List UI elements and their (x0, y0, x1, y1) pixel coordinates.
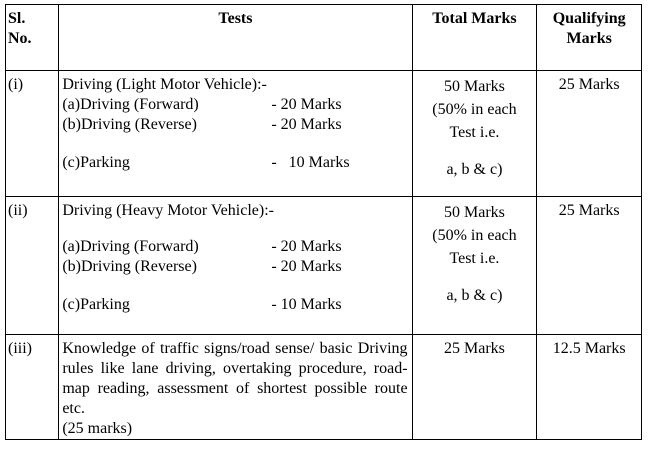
test-item-label: (a)Driving (Forward) (62, 238, 199, 255)
header-qualifying-marks: Qualifying Marks (537, 5, 642, 71)
test-item-label: (b)Driving (Reverse) (62, 258, 197, 275)
test-item (62, 95, 407, 115)
row-sl-no: (ii) (6, 197, 59, 335)
row-total-marks: 50 Marks (50% in each Test i.e. a, b & c) (412, 197, 537, 335)
row-tests (59, 71, 412, 197)
table-row (6, 71, 642, 197)
header-total-marks: Total Marks (412, 5, 537, 71)
test-item-marks: - 20 Marks (271, 116, 342, 133)
row-note: (25 marks) (62, 420, 133, 437)
test-item-label: (b)Driving (Reverse) (62, 116, 197, 133)
row-qualifying-marks: 25 Marks (537, 71, 642, 197)
row-tests (59, 335, 412, 440)
test-item (62, 295, 407, 315)
marks-table (5, 4, 642, 440)
table-row (6, 197, 642, 335)
test-item (62, 237, 407, 257)
test-item (62, 115, 407, 135)
row-title: Driving (Light Motor Vehicle):- (62, 76, 267, 93)
row-qualifying-marks: 25 Marks (537, 197, 642, 335)
test-item-marks: - 20 Marks (271, 96, 342, 113)
row-title: Driving (Heavy Motor Vehicle):- (62, 202, 274, 219)
header-sl-no: Sl. No. (6, 5, 59, 71)
row-description: Knowledge of traffic signs/road sense/ basic Driving rules like lane driving, overtaking procedure, road-map reading, assessment of shortest possible route etc. (62, 340, 408, 417)
row-total-marks: 50 Marks (50% in each Test i.e. a, b & c) (412, 71, 537, 197)
test-item-label: (c)Parking (62, 296, 130, 313)
table-row (6, 335, 642, 440)
row-tests (59, 197, 412, 335)
row-total-marks: 25 Marks (412, 335, 537, 440)
test-item-label: (a)Driving (Forward) (62, 96, 199, 113)
header-tests: Tests (59, 5, 412, 71)
header-row (6, 5, 642, 71)
test-item-label: (c)Parking (62, 154, 130, 171)
test-item (62, 153, 407, 173)
row-sl-no: (i) (6, 71, 59, 197)
test-item-marks: - 20 Marks (271, 238, 342, 255)
test-item-marks: - 20 Marks (271, 258, 342, 275)
test-item-marks: - 10 Marks (271, 296, 342, 313)
row-sl-no: (iii) (6, 335, 59, 440)
row-qualifying-marks: 12.5 Marks (537, 335, 642, 440)
test-item (62, 257, 407, 277)
test-item-marks: - 10 Marks (271, 154, 350, 171)
